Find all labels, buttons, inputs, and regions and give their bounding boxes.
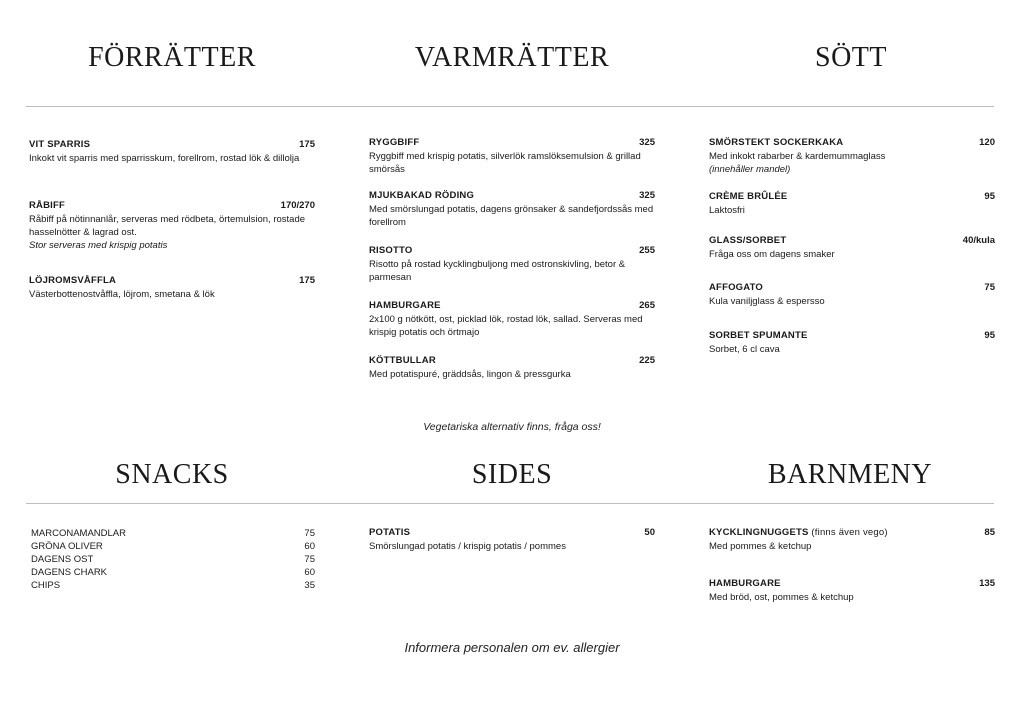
item-name: CRÈME BRÛLÉE bbox=[709, 191, 788, 202]
item-name: LÖJROMSVÅFFLA bbox=[29, 275, 117, 286]
item-description: Fråga oss om dagens smaker bbox=[709, 249, 835, 260]
menu-item bbox=[709, 578, 995, 604]
menu-item bbox=[29, 275, 315, 301]
item-description: 2x100 g nötkött, ost, picklad lök, rostad lök, sallad. Serveras med krispig potatis och örtmajo bbox=[369, 314, 643, 338]
item-price: 265 bbox=[639, 300, 655, 311]
menu-item bbox=[709, 235, 995, 261]
item-price: 225 bbox=[639, 355, 655, 366]
snacks-list bbox=[31, 527, 315, 592]
item-description: Med smörslungad potatis, dagens grönsaker & sandefjordssås med forellrom bbox=[369, 204, 654, 228]
menu-item bbox=[29, 139, 315, 165]
item-name bbox=[709, 527, 888, 538]
item-price: 40/kula bbox=[962, 235, 995, 246]
item-price: 75 bbox=[984, 282, 995, 293]
item-name: SMÖRSTEKT SOCKERKAKA bbox=[709, 137, 844, 148]
snack-item bbox=[31, 527, 315, 540]
menu-item bbox=[709, 527, 995, 553]
menu-item bbox=[369, 190, 655, 229]
item-name: AFFOGATO bbox=[709, 282, 764, 293]
item-description bbox=[29, 213, 315, 252]
item-description: Kula vaniljglass & espersso bbox=[709, 296, 825, 307]
allergy-note: Informera personalen om ev. allergier bbox=[404, 640, 620, 655]
snack-item bbox=[31, 540, 315, 553]
item-price: 120 bbox=[979, 137, 995, 148]
item-price: 255 bbox=[639, 245, 655, 256]
item-name: RISOTTO bbox=[369, 245, 413, 256]
heading-snacks: SNACKS bbox=[115, 459, 229, 490]
snack-item bbox=[31, 579, 315, 592]
snack-price: 60 bbox=[304, 541, 315, 552]
heading-varmratter: VARMRÄTTER bbox=[414, 42, 610, 73]
snack-price: 60 bbox=[304, 567, 315, 578]
item-price: 95 bbox=[984, 330, 995, 341]
item-note: Stor serveras med krispig potatis bbox=[29, 240, 168, 251]
heading-sides: SIDES bbox=[471, 459, 553, 490]
item-description: Inkokt vit sparris med sparrisskum, forellrom, rostad lök & dillolja bbox=[29, 153, 300, 164]
item-description: Västerbottenostvåffla, löjrom, smetana & lök bbox=[29, 289, 215, 300]
item-name: KÖTTBULLAR bbox=[369, 355, 436, 366]
item-name-extra: (finns även vego) bbox=[808, 527, 888, 538]
item-name bbox=[709, 578, 781, 589]
menu-item bbox=[369, 137, 655, 176]
menu-item bbox=[709, 282, 995, 308]
item-price: 135 bbox=[979, 578, 995, 589]
heading-forratter: FÖRRÄTTER bbox=[88, 42, 256, 73]
snack-item bbox=[31, 566, 315, 579]
item-description: Med pommes & ketchup bbox=[709, 541, 812, 552]
item-description: Med bröd, ost, pommes & ketchup bbox=[709, 592, 854, 603]
item-name: POTATIS bbox=[369, 527, 411, 538]
menu-item bbox=[369, 245, 655, 284]
item-note: (innehåller mandel) bbox=[709, 164, 791, 175]
heading-barnmeny: BARNMENY bbox=[767, 459, 933, 490]
item-description-text: Med inkokt rabarber & kardemummaglass bbox=[709, 151, 886, 162]
item-price: 325 bbox=[639, 137, 655, 148]
menu-item bbox=[709, 330, 995, 356]
item-description: Risotto på rostad kycklingbuljong med ostronskivling, betor & parmesan bbox=[369, 259, 626, 283]
snack-name: DAGENS OST bbox=[31, 554, 94, 565]
snack-item bbox=[31, 553, 315, 566]
menu-item bbox=[709, 137, 995, 176]
item-name: SORBET SPUMANTE bbox=[709, 330, 808, 341]
item-name: MJUKBAKAD RÖDING bbox=[369, 190, 475, 201]
snack-name: GRÖNA OLIVER bbox=[31, 541, 103, 552]
item-description: Med potatispuré, gräddsås, lingon & pressgurka bbox=[369, 369, 571, 380]
item-name: HAMBURGARE bbox=[369, 300, 441, 311]
item-price: 50 bbox=[644, 527, 655, 538]
menu-item bbox=[369, 355, 655, 381]
item-price: 175 bbox=[299, 139, 315, 150]
item-name-text: HAMBURGARE bbox=[709, 578, 781, 589]
snack-price: 75 bbox=[304, 554, 315, 565]
snack-name: DAGENS CHARK bbox=[31, 567, 108, 578]
item-price: 85 bbox=[984, 527, 995, 538]
item-description bbox=[709, 150, 995, 176]
item-name-text: KYCKLINGNUGGETS bbox=[709, 527, 809, 538]
snack-price: 35 bbox=[304, 580, 315, 591]
item-price: 175 bbox=[299, 275, 315, 286]
menu-item bbox=[369, 527, 655, 553]
heading-sott: SÖTT bbox=[815, 42, 887, 73]
vegetarian-note: Vegetariska alternativ finns, fråga oss! bbox=[423, 421, 601, 433]
item-price: 325 bbox=[639, 190, 655, 201]
item-description: Smörslungad potatis / krispig potatis / pommes bbox=[369, 541, 566, 552]
item-description-text: Råbiff på nötinnanlår, serveras med rödbeta, örtemulsion, rostade hasselnötter & lagrad ost. bbox=[29, 214, 306, 238]
snack-price: 75 bbox=[304, 528, 315, 539]
snack-name: MARCONAMANDLAR bbox=[31, 528, 127, 539]
menu-item bbox=[709, 191, 995, 217]
item-name: GLASS/SORBET bbox=[709, 235, 787, 246]
item-name: VIT SPARRIS bbox=[29, 139, 91, 150]
menu-item bbox=[29, 200, 315, 252]
item-price: 170/270 bbox=[280, 200, 315, 211]
divider-bottom bbox=[26, 503, 994, 504]
snack-name: CHIPS bbox=[31, 580, 61, 591]
item-description: Ryggbiff med krispig potatis, silverlök ramslöksemulsion & grillad smörsås bbox=[369, 151, 641, 175]
item-price: 95 bbox=[984, 191, 995, 202]
item-note: Laktosfri bbox=[709, 205, 745, 216]
item-name: RYGGBIFF bbox=[369, 137, 420, 148]
divider-top bbox=[26, 106, 994, 107]
item-description: Sorbet, 6 cl cava bbox=[709, 344, 780, 355]
menu-item bbox=[369, 300, 655, 339]
item-name: RÅBIFF bbox=[29, 200, 66, 211]
